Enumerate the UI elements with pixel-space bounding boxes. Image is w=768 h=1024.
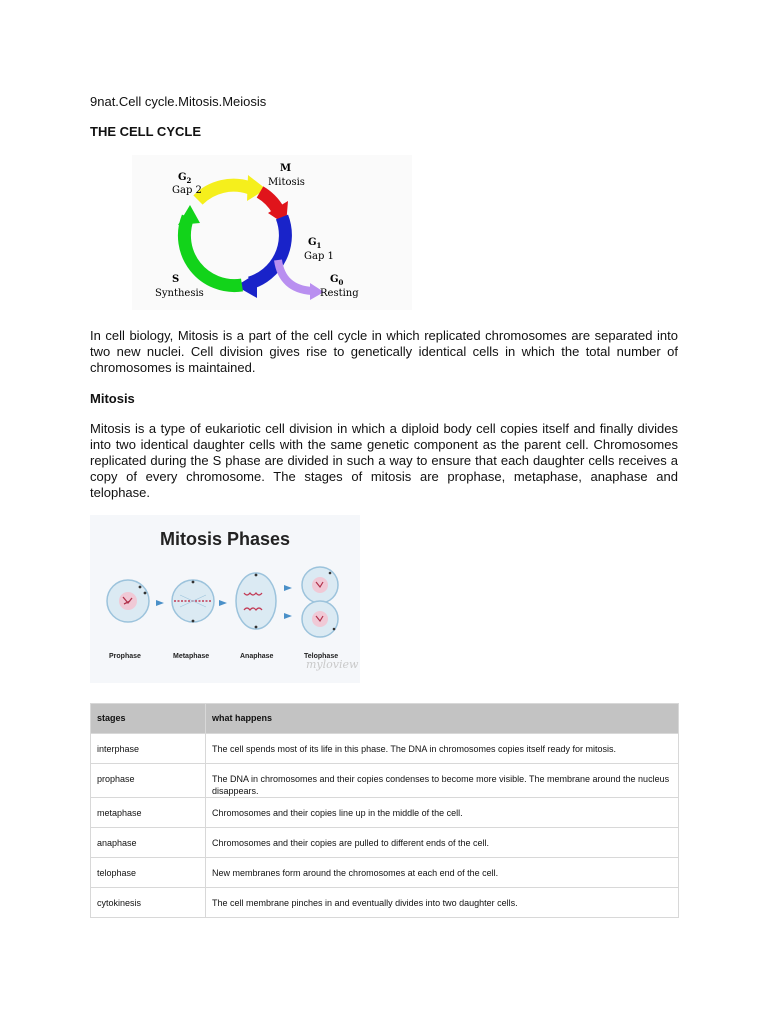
- mitosis-stages-table: [90, 703, 679, 918]
- label-synthesis: Synthesis: [155, 288, 204, 299]
- label-mitosis: Mitosis: [268, 177, 305, 188]
- section-title-cell-cycle: THE CELL CYCLE: [90, 124, 201, 139]
- stage-name: anaphase: [91, 828, 206, 858]
- watermark-logo: myloview: [306, 658, 359, 671]
- stage-description: Chromosomes and their copies line up in the middle of the cell.: [206, 798, 679, 828]
- mitosis-phases-figure: [90, 515, 360, 683]
- stage-name: metaphase: [91, 798, 206, 828]
- label-s: S: [172, 274, 180, 285]
- table-row: [91, 858, 679, 888]
- document-title: 9nat.Cell cycle.Mitosis.Meiosis: [90, 94, 267, 109]
- stage-description: The cell spends most of its life in this phase. The DNA in chromosomes copies itself ready for mitosis.: [206, 734, 679, 764]
- stage-description: The DNA in chromosomes and their copies condenses to become more visible. The membrane around the nucleus disappears.: [206, 764, 679, 798]
- label-g1: $G_1$: [308, 237, 322, 250]
- table-row: [91, 734, 679, 764]
- stage-description: Chromosomes and their copies are pulled to different ends of the cell.: [206, 828, 679, 858]
- header-what-happens: what happens: [206, 704, 679, 734]
- phases-figure-title: Mitosis Phases: [159, 529, 291, 549]
- table-header-row: [91, 704, 679, 734]
- label-g0: $G_0$: [330, 274, 344, 287]
- cell-cycle-diagram: [132, 155, 412, 310]
- label-prophase: Prophase: [109, 653, 141, 660]
- stage-name: interphase: [91, 734, 206, 764]
- table-row: [91, 888, 679, 918]
- label-gap1: Gap 1: [304, 251, 334, 262]
- table-row: [91, 828, 679, 858]
- label-gap2: Gap 2: [172, 185, 202, 196]
- label-g2: $G_2$: [178, 172, 192, 185]
- anaphase-cell: [236, 573, 276, 629]
- intro-paragraph: In cell biology, Mitosis is a part of the cell cycle in which replicated chromosomes are separated into two new nuclei. Cell division gives rise to genetically identical cells in which the total number of chromosomes is maintained.: [90, 328, 678, 375]
- label-telophase: Telophase: [304, 653, 339, 660]
- stage-description: New membranes form around the chromosomes at each end of the cell.: [206, 858, 679, 888]
- stage-name: telophase: [91, 858, 206, 888]
- stage-name: prophase: [91, 764, 206, 798]
- label-resting: Resting: [320, 288, 359, 299]
- label-m: M: [280, 163, 292, 174]
- table-row: [91, 798, 679, 828]
- stage-name: cytokinesis: [91, 888, 206, 918]
- stage-description: The cell membrane pinches in and eventually divides into two daughter cells.: [206, 888, 679, 918]
- mitosis-heading: Mitosis: [90, 391, 135, 406]
- mitosis-paragraph: Mitosis is a type of eukariotic cell division in which a diploid body cell copies itself and finally divides into two identical daughter cells with the same genetic component as the parent cell. Chromosomes replicated during the S phase are divided in such a way to ensure that each daughter cells receives a copy of every chromosome. The stages of mitosis are prophase, metaphase, anaphase and telophase.: [90, 421, 678, 500]
- header-stages: stages: [91, 704, 206, 734]
- label-anaphase: Anaphase: [240, 653, 274, 660]
- label-metaphase: Metaphase: [173, 653, 210, 660]
- table-row: [91, 764, 679, 798]
